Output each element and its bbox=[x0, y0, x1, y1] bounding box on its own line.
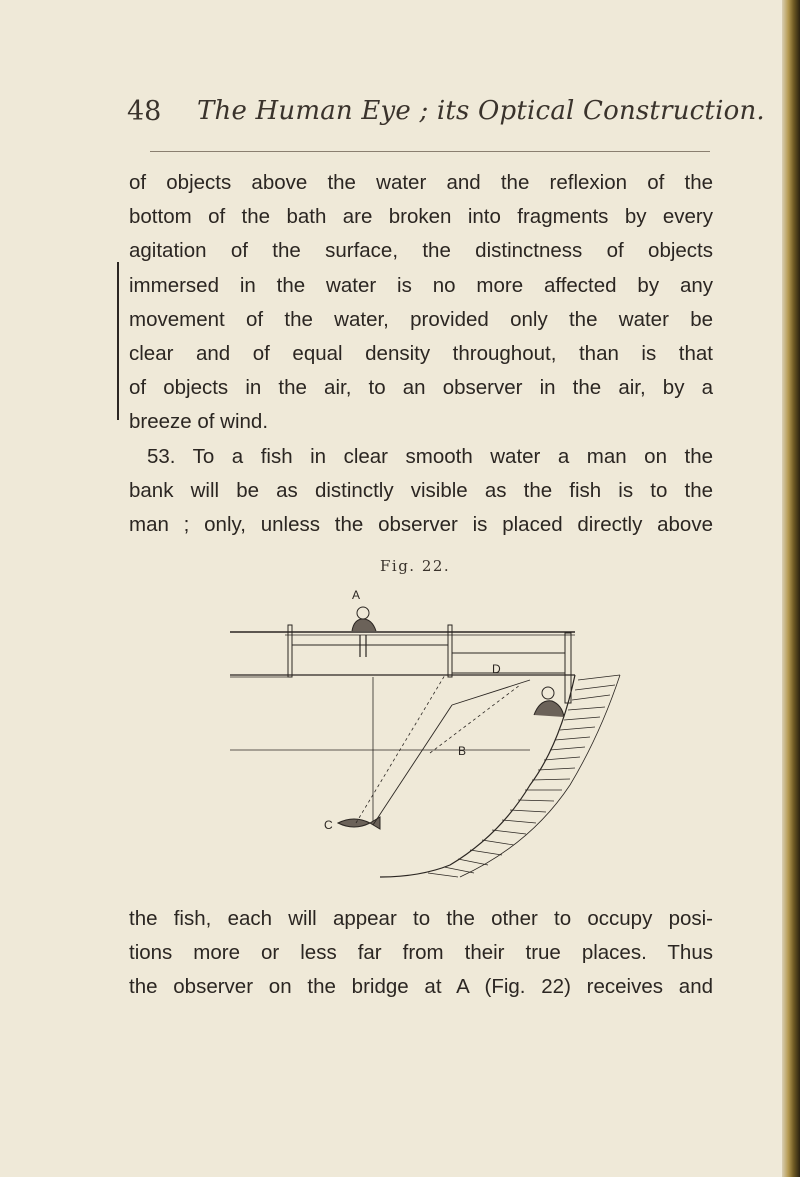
ray-line bbox=[452, 680, 530, 705]
text-line: man ; only, unless the observer is placed directly above bbox=[129, 513, 713, 537]
text-line: 53. To a fish in clear smooth water a man on the bbox=[147, 445, 713, 468]
ray-line-dashed bbox=[356, 675, 445, 823]
paragraph-2 bbox=[129, 440, 713, 543]
text-line: of objects above the water and the reflexion of the bbox=[129, 171, 713, 194]
fish bbox=[338, 817, 380, 829]
header-rule bbox=[150, 151, 710, 152]
figure-label-a: A bbox=[352, 588, 361, 602]
text-line: agitation of the surface, the distinctness of objects bbox=[129, 239, 713, 263]
page-number: 48 bbox=[127, 96, 162, 127]
page-edge bbox=[782, 0, 800, 1177]
text-line: bottom of the bath are broken into fragments by every bbox=[129, 205, 713, 229]
text-line: clear and of equal density throughout, than is that bbox=[129, 341, 713, 365]
ray-line-dashed bbox=[430, 685, 520, 753]
bridge-post bbox=[448, 625, 452, 677]
figure-label-d: D bbox=[492, 662, 501, 676]
text-line: of objects in the air, to an observer in the air, by a bbox=[129, 376, 713, 400]
paragraph-1 bbox=[129, 166, 713, 440]
text-line: breeze of wind. bbox=[129, 410, 269, 434]
paragraph-3 bbox=[129, 902, 713, 1005]
bridge-post bbox=[288, 625, 292, 677]
margin-mark bbox=[117, 262, 119, 420]
page-header bbox=[127, 96, 765, 140]
figure-22 bbox=[230, 585, 650, 885]
figure-caption: Fig. 22. bbox=[380, 557, 451, 575]
text-line: the fish, each will appear to the other to occupy posi- bbox=[129, 907, 713, 930]
figure-label-b: B bbox=[458, 744, 467, 758]
text-line: bank will be as distinctly visible as the fish is to the bbox=[129, 479, 713, 503]
text-line: immersed in the water is no more affected by any bbox=[129, 273, 713, 297]
text-line: movement of the water, provided only the water be bbox=[129, 307, 713, 331]
river-bank bbox=[380, 675, 620, 877]
text-line: the observer on the bridge at A (Fig. 22) receives and bbox=[129, 975, 713, 999]
figure-label-c: C bbox=[324, 818, 333, 832]
ray-line bbox=[373, 705, 452, 825]
man-on-bank bbox=[534, 687, 564, 717]
figure-illustration bbox=[230, 585, 650, 885]
running-title: The Human Eye ; its Optical Construction. bbox=[197, 96, 765, 126]
text-line: tions more or less far from their true places. Thus bbox=[129, 941, 713, 965]
bridge-post bbox=[565, 633, 571, 703]
